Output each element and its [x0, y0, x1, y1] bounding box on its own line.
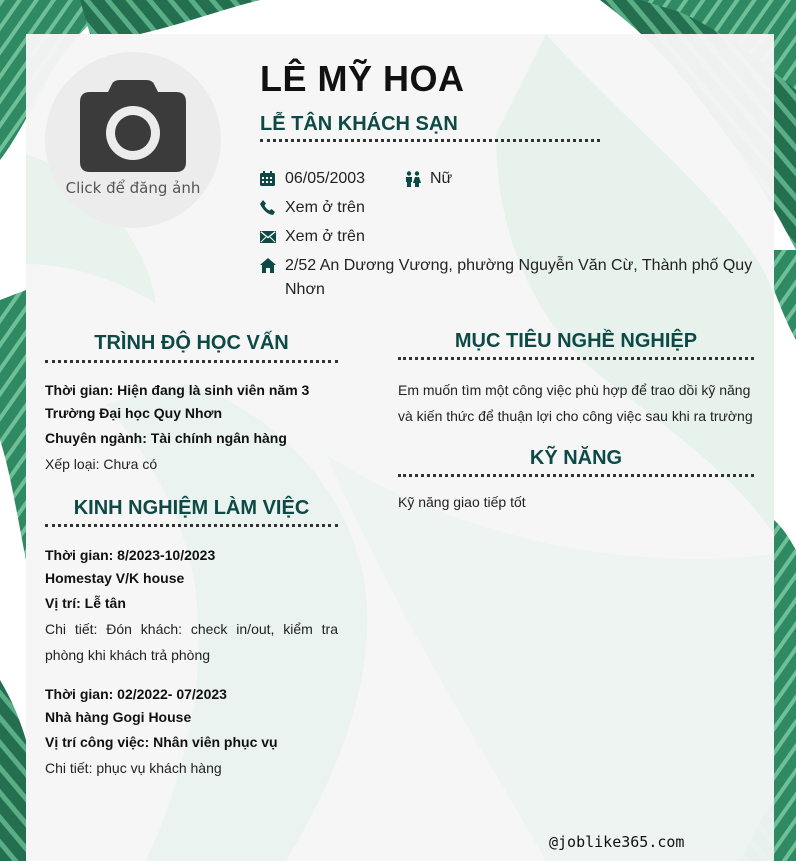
- objective-line-2: và kiến thức để thuận lợi cho công việc sau khi ra trường: [398, 408, 753, 424]
- experience-divider: [45, 524, 338, 527]
- gender-row: [405, 167, 485, 191]
- job-1-detail-line-2: phòng khi khách trả phòng: [45, 647, 211, 663]
- gender: Nữ: [430, 170, 453, 187]
- skill-item: Kỹ năng giao tiếp tốt: [398, 494, 526, 510]
- title-divider: [260, 139, 600, 142]
- job-1-detail: [45, 616, 338, 668]
- address-line-1: 2/52 An Dương Vương, phường Nguyễn Văn Cừ, Thành phố Quy: [285, 257, 753, 274]
- phone-icon: [260, 200, 275, 215]
- education-major: Chuyên ngành: Tài chính ngân hàng: [45, 430, 287, 446]
- objective-line-1: Em muốn tìm một công việc phù hợp để trao dồi kỹ năng: [398, 382, 751, 398]
- job-1-company: Homestay V/K house: [45, 570, 185, 586]
- job-1-time: Thời gian: 8/2023-10/2023: [45, 547, 216, 563]
- address-line-2: Nhơn: [285, 281, 325, 298]
- experience-heading: KINH NGHIỆM LÀM VIỆC: [73, 497, 310, 519]
- objective-heading: MỤC TIÊU NGHỀ NGHIỆP: [454, 330, 698, 352]
- job-2-position: Vị trí công việc: Nhân viên phục vụ: [45, 734, 278, 750]
- phone: Xem ở trên: [285, 199, 365, 216]
- envelope-icon: [260, 231, 276, 244]
- birthdate: 06/05/2003: [285, 170, 366, 187]
- job-1-detail-line-1: Chi tiết: Đón khách: check in/out, kiểm tra: [45, 621, 338, 637]
- watermark-text: @joblike365.com: [549, 833, 685, 851]
- photo-caption: Click để đăng ảnh: [65, 179, 201, 197]
- job-2-detail: Chi tiết: phục vụ khách hàng: [45, 760, 222, 776]
- candidate-name: LÊ MỸ HOA: [260, 58, 465, 99]
- address-row: [260, 254, 760, 302]
- job-2-company: Nhà hàng Gogi House: [45, 709, 192, 725]
- birthdate-row: [260, 167, 420, 191]
- gender-icon: [405, 171, 421, 187]
- camera-icon: [80, 80, 186, 172]
- objective-divider: [398, 357, 754, 360]
- education-time: Thời gian: Hiện đang là sinh viên năm 3: [45, 382, 310, 398]
- education-rank: Xếp loại: Chưa có: [45, 456, 158, 472]
- home-icon: [260, 258, 276, 273]
- phone-row: [260, 196, 460, 220]
- email: Xem ở trên: [285, 228, 365, 245]
- education-school: Trường Đại học Quy Nhơn: [45, 405, 223, 421]
- calendar-icon: [260, 171, 275, 186]
- education-heading: TRÌNH ĐỘ HỌC VẤN: [94, 332, 289, 354]
- skills-divider: [398, 474, 754, 477]
- education-divider: [45, 360, 338, 363]
- email-row: [260, 225, 460, 249]
- job-title: LỄ TÂN KHÁCH SẠN: [260, 113, 458, 135]
- skills-heading: KỸ NĂNG: [529, 447, 623, 469]
- job-2-time: Thời gian: 02/2022- 07/2023: [45, 686, 227, 702]
- job-1-position: Vị trí: Lễ tân: [45, 595, 126, 611]
- photo-placeholder[interactable]: [45, 52, 221, 228]
